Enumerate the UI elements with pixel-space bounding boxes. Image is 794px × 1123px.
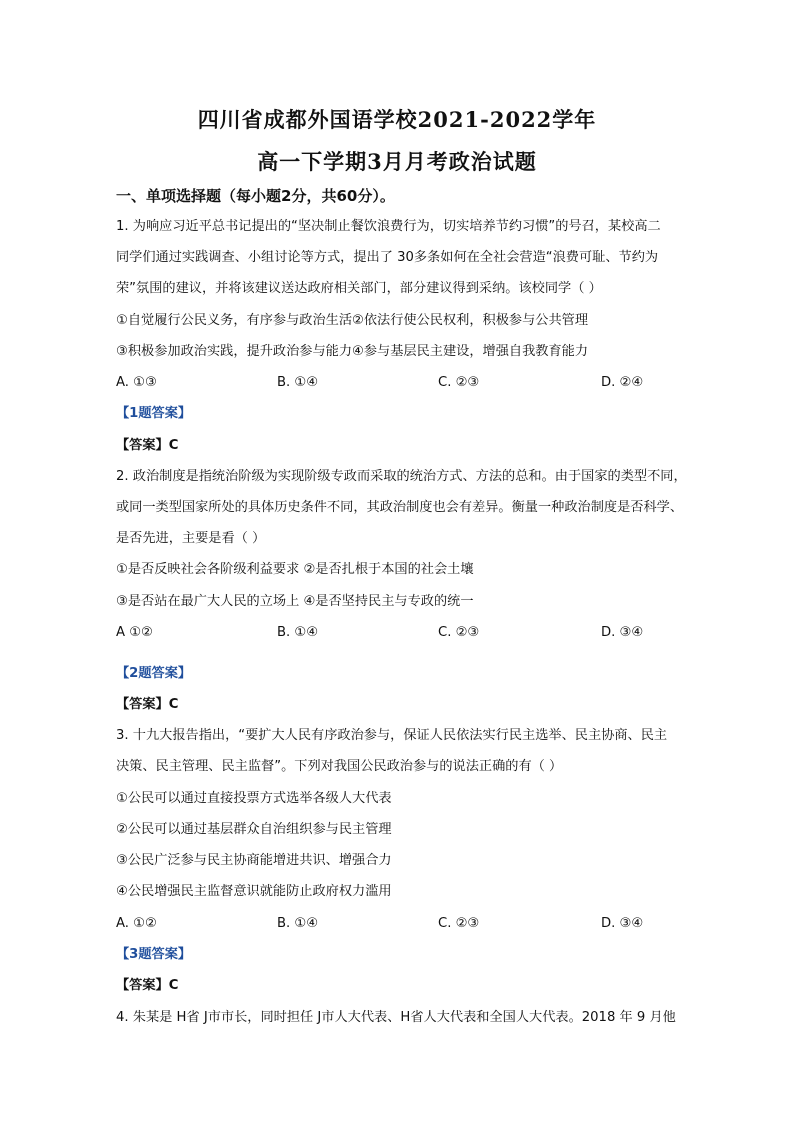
document-title-line-2: 高一下学期3月月考政治试题	[257, 149, 537, 174]
question-3-line: ②公民可以通过基层群众自治组织参与民主管理	[116, 822, 392, 837]
question-4-line: 4. 朱某是 H省 J市市长，同时担任 J市人大代表、H省人大代表和全国人大代表。2018 年 9 月他	[116, 1010, 676, 1025]
question-1-option-a: A. ①③	[116, 375, 157, 390]
question-3-option-d: D. ③④	[601, 916, 644, 931]
document-title-line-1: 四川省成都外国语学校2021-2022学年	[197, 107, 597, 132]
question-1-option-c: C. ②③	[438, 375, 480, 390]
question-3-option-b: B. ①④	[277, 916, 319, 931]
question-3-option-a: A. ①②	[116, 916, 157, 931]
question-2-answer-header: 【2题答案】	[116, 666, 192, 681]
question-1-answer: 【答案】C	[116, 438, 179, 453]
question-2-line: ③是否站在最广大人民的立场上 ④是否坚持民主与专政的统一	[116, 594, 474, 609]
question-3-line: 3. 十九大报告指出，“要扩大人民有序政治参与，保证人民依法实行民主选举、民主协商、民主	[116, 728, 668, 743]
question-1-line: ①自觉履行公民义务，有序参与政治生活②依法行使公民权利，积极参与公共管理	[116, 313, 589, 328]
question-3-answer-header: 【3题答案】	[116, 947, 192, 962]
question-3-line: ③公民广泛参与民主协商能增进共识、增强合力	[116, 853, 392, 868]
question-1-answer-header: 【1题答案】	[116, 406, 192, 421]
question-1-line: ③积极参加政治实践，提升政治参与能力④参与基层民主建设，增强自我教育能力	[116, 344, 589, 359]
section-heading: 一、单项选择题（每小题2分，共60分）。	[116, 187, 395, 205]
question-2-line: 2. 政治制度是指统治阶级为实现阶级专政而采取的统治方式、方法的总和。由于国家的类型不同，	[116, 469, 687, 484]
question-1-line: 同学们通过实践调查、小组讨论等方式，提出了 30多条如何在全社会营造“浪费可耻、节约为	[116, 250, 659, 265]
question-1-line: 1. 为响应习近平总书记提出的“坚决制止餐饮浪费行为，切实培养节约习惯”的号召，某校高二	[116, 219, 661, 234]
question-1-line: 荣”氛围的建议，并将该建议送达政府相关部门，部分建议得到采纳。该校同学（ ）	[116, 281, 602, 296]
question-3-line: 决策、民主管理、民主监督”。下列对我国公民政治参与的说法正确的有（ ）	[116, 759, 563, 774]
question-2-option-a: A ①②	[116, 625, 153, 640]
question-3-line: ④公民增强民主监督意识就能防止政府权力滥用	[116, 884, 392, 899]
question-2-line: ①是否反映社会各阶级利益要求 ②是否扎根于本国的社会土壤	[116, 562, 474, 577]
question-2-line: 是否先进，主要是看（ ）	[116, 531, 266, 546]
question-2-option-c: C. ②③	[438, 625, 480, 640]
question-3-option-c: C. ②③	[438, 916, 480, 931]
question-2-option-d: D. ③④	[601, 625, 644, 640]
question-1-option-b: B. ①④	[277, 375, 319, 390]
question-2-line: 或同一类型国家所处的具体历史条件不同，其政治制度也会有差异。衡量一种政治制度是否科学、	[116, 500, 684, 515]
question-2-option-b: B. ①④	[277, 625, 319, 640]
question-3-answer: 【答案】C	[116, 978, 179, 993]
question-1-option-d: D. ②④	[601, 375, 644, 390]
question-2-answer: 【答案】C	[116, 697, 179, 712]
question-3-line: ①公民可以通过直接投票方式选举各级人大代表	[116, 791, 392, 806]
